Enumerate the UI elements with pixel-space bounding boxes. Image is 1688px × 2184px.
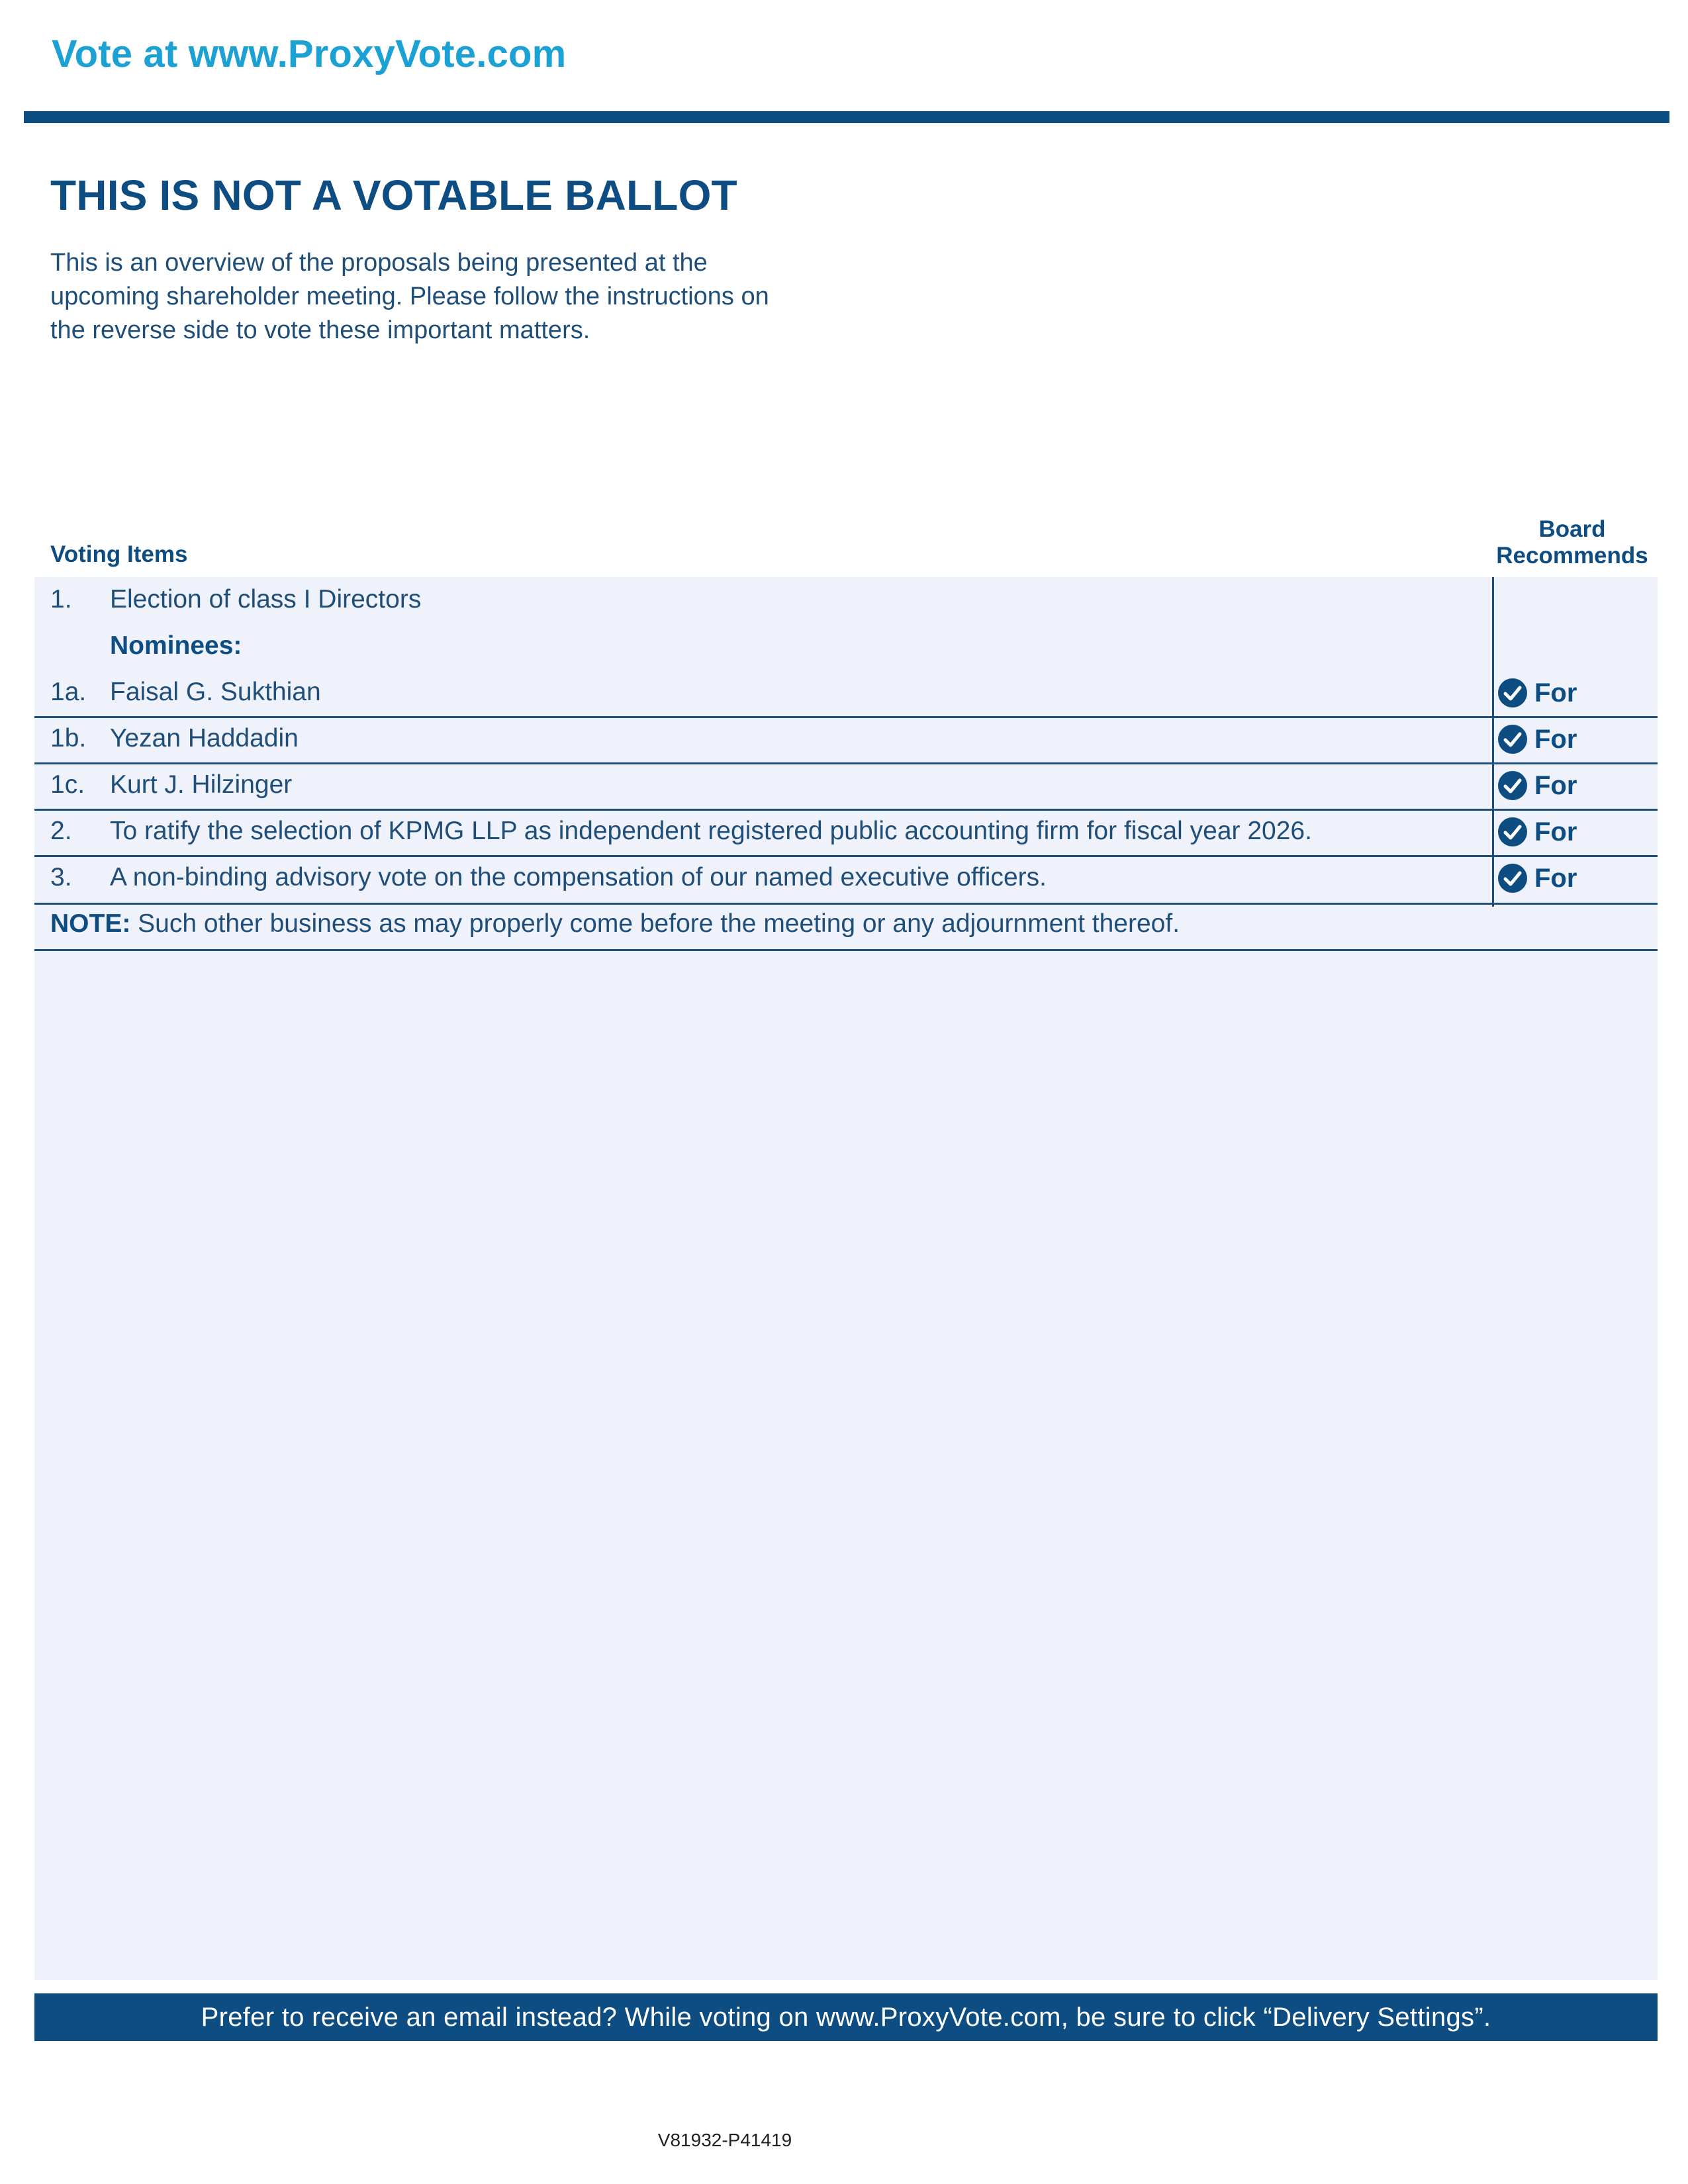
recommendation-label: For <box>1534 678 1577 707</box>
document-code: V81932-P41419 <box>657 2130 792 2150</box>
note-text: Such other business as may properly come before the meeting or any adjournment thereof. <box>130 909 1180 938</box>
board-recommends-line-1: Board <box>1538 516 1606 542</box>
intro-line-3: the reverse side to vote these important matters. <box>50 316 590 344</box>
item-number: 1. <box>50 585 72 614</box>
recommendation-column-divider <box>1492 577 1494 907</box>
page-title: THIS IS NOT A VOTABLE BALLOT <box>50 171 737 219</box>
board-recommends-header <box>1483 516 1662 569</box>
intro-line-2: upcoming shareholder meeting. Please follow the instructions on <box>50 283 769 310</box>
check-circle-icon <box>1497 770 1528 801</box>
recommendation-label: For <box>1534 770 1577 800</box>
recommendation-label: For <box>1534 817 1577 846</box>
item-text: Yezan Haddadin <box>110 724 299 752</box>
board-recommends-line-2: Recommends <box>1496 543 1648 569</box>
check-circle-icon <box>1497 724 1528 754</box>
row-divider <box>34 949 1658 951</box>
nominees-label: Nominees: <box>110 631 242 660</box>
intro-paragraph <box>50 246 884 347</box>
row-divider <box>34 855 1658 857</box>
item-text: Faisal G. Sukthian <box>110 678 321 706</box>
voting-items-header: Voting Items <box>50 541 188 567</box>
check-circle-icon <box>1497 817 1528 847</box>
item-number: 3. <box>50 863 72 891</box>
item-text: Election of class I Directors <box>110 585 422 614</box>
item-text: A non-binding advisory vote on the compensation of our named executive officers. <box>110 863 1047 891</box>
item-number: 2. <box>50 817 72 845</box>
item-number: 1c. <box>50 770 85 799</box>
note-label: NOTE: <box>50 909 131 938</box>
recommendation-label: For <box>1534 863 1577 893</box>
board-recommendation <box>1497 863 1577 893</box>
recommendation-label: For <box>1534 724 1577 754</box>
check-circle-icon <box>1497 678 1528 708</box>
row-divider <box>34 716 1658 718</box>
intro-line-1: This is an overview of the proposals being presented at the <box>50 249 708 277</box>
item-text: Kurt J. Hilzinger <box>110 770 293 799</box>
note-text-container <box>50 909 1180 938</box>
row-divider <box>34 762 1658 764</box>
email-delivery-banner-text: Prefer to receive an email instead? While voting on www.ProxyVote.com, be sure to click “Delivery Settings”. <box>201 2002 1491 2032</box>
item-number: 1a. <box>50 678 87 706</box>
check-circle-icon <box>1497 863 1528 893</box>
email-delivery-banner <box>34 1993 1658 2041</box>
header-divider <box>24 111 1669 123</box>
item-text: To ratify the selection of KPMG LLP as independent registered public accounting firm for fiscal year 2026. <box>110 817 1312 845</box>
board-recommendation <box>1497 770 1577 801</box>
item-number: 1b. <box>50 724 87 752</box>
board-recommendation <box>1497 678 1577 708</box>
proxyvote-header-link[interactable]: Vote at www.ProxyVote.com <box>52 32 567 75</box>
board-recommendation <box>1497 724 1577 754</box>
board-recommendation <box>1497 817 1577 847</box>
row-divider <box>34 903 1658 905</box>
row-divider <box>34 809 1658 811</box>
